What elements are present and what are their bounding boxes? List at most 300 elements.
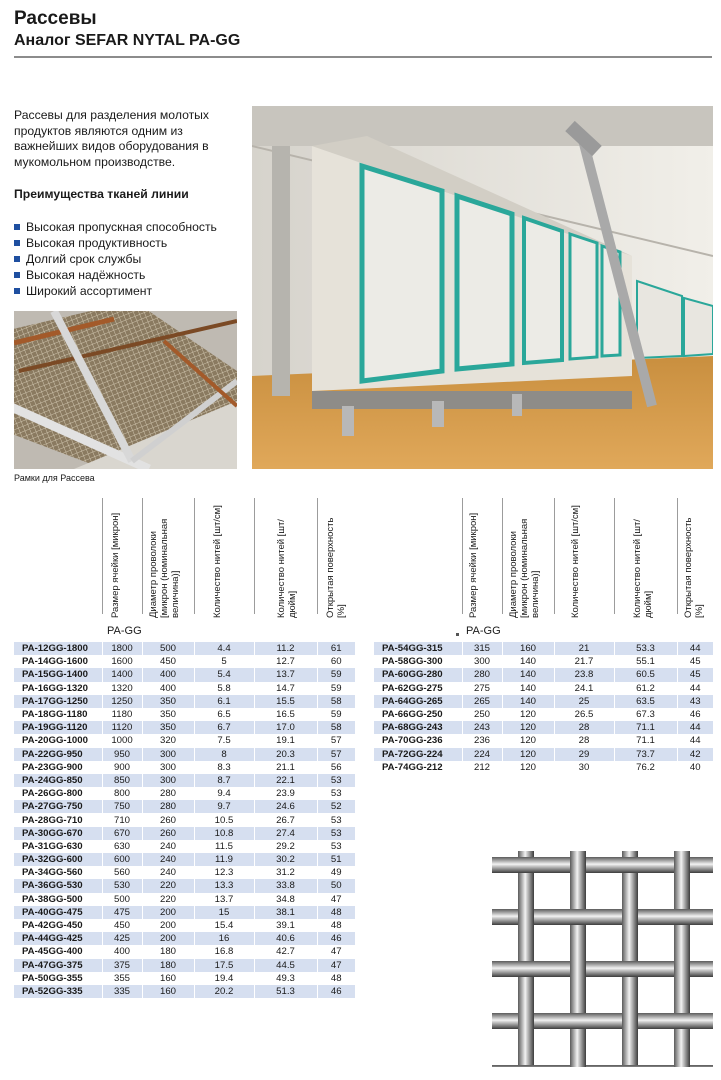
cell-value: 59 (317, 668, 355, 681)
cell-value: 45 (677, 668, 713, 681)
series-marker (456, 633, 459, 636)
title-divider (14, 56, 712, 58)
table-row (14, 695, 355, 708)
cell-value: 40 (677, 761, 713, 774)
cell-value: 140 (502, 655, 554, 668)
cell-value: 23.8 (554, 668, 614, 681)
cell-value: 220 (142, 893, 194, 906)
frames-caption: Рамки для Рассева (14, 473, 95, 483)
cell-value: 30 (554, 761, 614, 774)
cell-article: PA-45GG-400 (14, 945, 102, 958)
advantage-item: Широкий ассортимент (14, 283, 217, 299)
cell-value: 200 (142, 906, 194, 919)
cell-value: 55.1 (614, 655, 677, 668)
right-table-header (374, 498, 713, 618)
cell-article: PA-31GG-630 (14, 840, 102, 853)
cell-value: 200 (142, 919, 194, 932)
cell-value: 240 (142, 853, 194, 866)
cell-value: 48 (317, 972, 355, 985)
cell-value: 47 (317, 945, 355, 958)
cell-value: 71.1 (614, 734, 677, 747)
table-row (374, 734, 713, 747)
cell-value: 400 (142, 682, 194, 695)
cell-value: 335 (102, 985, 142, 998)
cell-article: PA-47GG-375 (14, 959, 102, 972)
cell-article: PA-42GG-450 (14, 919, 102, 932)
cell-value: 27.4 (254, 827, 317, 840)
cell-value: 53 (317, 787, 355, 800)
table-row (14, 642, 355, 655)
cell-value: 260 (142, 813, 194, 826)
cell-value: 600 (102, 853, 142, 866)
cell-article: PA-23GG-900 (14, 761, 102, 774)
cell-value: 560 (102, 866, 142, 879)
cell-value: 28 (554, 721, 614, 734)
table-row (14, 945, 355, 958)
cell-article: PA-54GG-315 (374, 642, 462, 655)
cell-value: 28 (554, 734, 614, 747)
cell-article: PA-14GG-1600 (14, 655, 102, 668)
cell-value: 450 (102, 919, 142, 932)
cell-value: 15.5 (254, 695, 317, 708)
cell-value: 140 (502, 668, 554, 681)
cell-value: 53 (317, 813, 355, 826)
cell-article: PA-12GG-1800 (14, 642, 102, 655)
cell-value: 400 (142, 668, 194, 681)
table-row (14, 800, 355, 813)
cell-value: 47 (317, 893, 355, 906)
cell-value: 46 (317, 985, 355, 998)
cell-value: 46 (317, 932, 355, 945)
table-row (14, 761, 355, 774)
cell-article: PA-58GG-300 (374, 655, 462, 668)
cell-value: 21.1 (254, 761, 317, 774)
table-row (14, 879, 355, 892)
cell-article: PA-44GG-425 (14, 932, 102, 945)
cell-value: 11.9 (194, 853, 254, 866)
table-row (14, 734, 355, 747)
bullet-square-icon (14, 272, 20, 278)
cell-value: 44 (677, 642, 713, 655)
cell-value: 1320 (102, 682, 142, 695)
bullet-square-icon (14, 240, 20, 246)
cell-value: 180 (142, 959, 194, 972)
cell-value: 56 (317, 761, 355, 774)
cell-article: PA-72GG-224 (374, 748, 462, 761)
header-divider (502, 498, 503, 614)
cell-value: 60 (317, 655, 355, 668)
table-row (374, 682, 713, 695)
header-divider (102, 498, 103, 614)
cell-value: 1800 (102, 642, 142, 655)
table-row (14, 787, 355, 800)
cell-value: 9.7 (194, 800, 254, 813)
cell-value: 44 (677, 682, 713, 695)
cell-value: 53.3 (614, 642, 677, 655)
cell-value: 50 (317, 879, 355, 892)
cell-value: 13.3 (194, 879, 254, 892)
cell-article: PA-68GG-243 (374, 721, 462, 734)
cell-value: 450 (142, 655, 194, 668)
cell-value: 280 (142, 787, 194, 800)
cell-value: 475 (102, 906, 142, 919)
header-divider (462, 498, 463, 614)
cell-value: 5.4 (194, 668, 254, 681)
cell-article: PA-22GG-950 (14, 748, 102, 761)
cell-value: 42 (677, 748, 713, 761)
cell-value: 59 (317, 708, 355, 721)
cell-value: 47 (317, 959, 355, 972)
table-row (14, 774, 355, 787)
cell-value: 26.7 (254, 813, 317, 826)
cell-value: 24.1 (554, 682, 614, 695)
cell-value: 40.6 (254, 932, 317, 945)
cell-article: PA-36GG-530 (14, 879, 102, 892)
cell-article: PA-18GG-1180 (14, 708, 102, 721)
table-row (14, 668, 355, 681)
cell-value: 52 (317, 800, 355, 813)
cell-value: 350 (142, 695, 194, 708)
cell-value: 51.3 (254, 985, 317, 998)
cell-value: 12.3 (194, 866, 254, 879)
cell-value: 6.7 (194, 721, 254, 734)
cell-value: 73.7 (614, 748, 677, 761)
mesh-table-right (374, 642, 713, 774)
cell-article: PA-64GG-265 (374, 695, 462, 708)
cell-value: 240 (142, 840, 194, 853)
cell-value: 355 (102, 972, 142, 985)
advantages-list (14, 219, 217, 299)
cell-value: 33.8 (254, 879, 317, 892)
cell-article: PA-17GG-1250 (14, 695, 102, 708)
cell-article: PA-32GG-600 (14, 853, 102, 866)
cell-value: 38.1 (254, 906, 317, 919)
header-threads-inch: Количество нитей [шт/дюйм] (276, 519, 298, 618)
cell-value: 120 (502, 721, 554, 734)
cell-value: 49 (317, 866, 355, 879)
cell-value: 20.2 (194, 985, 254, 998)
cell-value: 243 (462, 721, 502, 734)
table-row (14, 972, 355, 985)
cell-value: 16.5 (254, 708, 317, 721)
table-row (374, 761, 713, 774)
cell-value: 11.2 (254, 642, 317, 655)
cell-value: 46 (677, 708, 713, 721)
cell-value: 63.5 (614, 695, 677, 708)
cell-value: 350 (142, 708, 194, 721)
cell-value: 710 (102, 813, 142, 826)
cell-value: 13.7 (254, 668, 317, 681)
cell-value: 53 (317, 840, 355, 853)
bullet-square-icon (14, 224, 20, 230)
cell-value: 260 (142, 827, 194, 840)
cell-value: 6.5 (194, 708, 254, 721)
advantages-title: Преимущества тканей линии (14, 187, 189, 201)
advantage-item: Высокая продуктивность (14, 235, 217, 251)
table-row (14, 866, 355, 879)
bullet-square-icon (14, 256, 20, 262)
cell-article: PA-52GG-335 (14, 985, 102, 998)
cell-value: 240 (142, 866, 194, 879)
cell-value: 29 (554, 748, 614, 761)
table-row (374, 642, 713, 655)
cell-value: 220 (142, 879, 194, 892)
cell-value: 44 (677, 734, 713, 747)
table-row (14, 682, 355, 695)
cell-value: 120 (502, 734, 554, 747)
cell-value: 67.3 (614, 708, 677, 721)
cell-article: PA-74GG-212 (374, 761, 462, 774)
cell-value: 300 (142, 774, 194, 787)
table-row (14, 959, 355, 972)
cell-value: 16.8 (194, 945, 254, 958)
cell-value: 500 (142, 642, 194, 655)
cell-value: 950 (102, 748, 142, 761)
sieve-frames-photo (14, 311, 237, 469)
cell-value: 850 (102, 774, 142, 787)
table-row (14, 906, 355, 919)
cell-value: 34.8 (254, 893, 317, 906)
table-row (374, 655, 713, 668)
cell-value: 42.7 (254, 945, 317, 958)
cell-value: 300 (142, 761, 194, 774)
series-label-left: PA-GG (107, 625, 142, 637)
cell-article: PA-50GG-355 (14, 972, 102, 985)
cell-article: PA-66GG-250 (374, 708, 462, 721)
cell-value: 315 (462, 642, 502, 655)
cell-value: 5.8 (194, 682, 254, 695)
cell-value: 236 (462, 734, 502, 747)
table-row (14, 708, 355, 721)
cell-value: 120 (502, 708, 554, 721)
cell-value: 320 (142, 734, 194, 747)
cell-value: 17.0 (254, 721, 317, 734)
cell-value: 24.6 (254, 800, 317, 813)
header-divider (554, 498, 555, 614)
cell-value: 1600 (102, 655, 142, 668)
header-divider (194, 498, 195, 614)
table-row (14, 840, 355, 853)
cell-value: 1180 (102, 708, 142, 721)
table-row (14, 813, 355, 826)
cell-value: 21 (554, 642, 614, 655)
cell-article: PA-27GG-750 (14, 800, 102, 813)
cell-value: 51 (317, 853, 355, 866)
cell-value: 17.5 (194, 959, 254, 972)
table-row (14, 985, 355, 998)
table-row (14, 932, 355, 945)
cell-value: 20.3 (254, 748, 317, 761)
cell-value: 30.2 (254, 853, 317, 866)
cell-value: 45 (677, 655, 713, 668)
cell-value: 425 (102, 932, 142, 945)
advantage-item: Высокая надёжность (14, 267, 217, 283)
cell-value: 4.4 (194, 642, 254, 655)
mesh-table-left (14, 642, 355, 998)
cell-value: 25 (554, 695, 614, 708)
cell-value: 140 (502, 682, 554, 695)
cell-value: 7.5 (194, 734, 254, 747)
cell-value: 1250 (102, 695, 142, 708)
cell-value: 31.2 (254, 866, 317, 879)
advantage-item: Высокая пропускная способность (14, 219, 217, 235)
cell-article: PA-15GG-1400 (14, 668, 102, 681)
table-row (14, 827, 355, 840)
cell-article: PA-19GG-1120 (14, 721, 102, 734)
cell-value: 10.5 (194, 813, 254, 826)
cell-value: 58 (317, 695, 355, 708)
cell-value: 21.7 (554, 655, 614, 668)
cell-value: 8.3 (194, 761, 254, 774)
cell-value: 48 (317, 906, 355, 919)
cell-value: 120 (502, 761, 554, 774)
header-threads-cm: Количество нитей [шт/см] (570, 505, 581, 618)
cell-value: 76.2 (614, 761, 677, 774)
page-subtitle: Аналог SEFAR NYTAL PA-GG (14, 32, 241, 49)
cell-article: PA-20GG-1000 (14, 734, 102, 747)
intro-paragraph: Рассевы для разделения молотых продуктов являются одним из важнейших видов оборудования в мукомольном производстве. (14, 108, 210, 169)
cell-value: 400 (102, 945, 142, 958)
cell-value: 200 (142, 932, 194, 945)
cell-value: 530 (102, 879, 142, 892)
cell-value: 57 (317, 748, 355, 761)
cell-value: 57 (317, 734, 355, 747)
cell-article: PA-26GG-800 (14, 787, 102, 800)
cell-value: 48 (317, 919, 355, 932)
table-row (14, 919, 355, 932)
cell-value: 14.7 (254, 682, 317, 695)
cell-value: 8 (194, 748, 254, 761)
table-row (14, 853, 355, 866)
header-open-area: Открытая поверхность [%] (683, 517, 705, 618)
cell-value: 61.2 (614, 682, 677, 695)
cell-value: 29.2 (254, 840, 317, 853)
cell-value: 61 (317, 642, 355, 655)
cell-value: 23.9 (254, 787, 317, 800)
cell-value: 58 (317, 721, 355, 734)
cell-value: 44 (677, 721, 713, 734)
cell-article: PA-16GG-1320 (14, 682, 102, 695)
cell-value: 750 (102, 800, 142, 813)
cell-article: PA-70GG-236 (374, 734, 462, 747)
cell-value: 59 (317, 682, 355, 695)
bullet-square-icon (14, 288, 20, 294)
cell-value: 44.5 (254, 959, 317, 972)
table-row (14, 655, 355, 668)
cell-value: 26.5 (554, 708, 614, 721)
cell-value: 43 (677, 695, 713, 708)
wire-mesh-image (492, 851, 713, 1067)
cell-value: 375 (102, 959, 142, 972)
cell-article: PA-24GG-850 (14, 774, 102, 787)
header-cell-size: Размер ячейки [микрон] (468, 512, 479, 618)
cell-value: 13.7 (194, 893, 254, 906)
cell-value: 160 (502, 642, 554, 655)
table-row (374, 721, 713, 734)
cell-value: 16 (194, 932, 254, 945)
cell-value: 6.1 (194, 695, 254, 708)
cell-value: 53 (317, 774, 355, 787)
header-cell-size: Размер ячейки [микрон] (110, 512, 121, 618)
cell-value: 1120 (102, 721, 142, 734)
cell-value: 300 (462, 655, 502, 668)
cell-value: 800 (102, 787, 142, 800)
cell-value: 120 (502, 748, 554, 761)
cell-value: 9.4 (194, 787, 254, 800)
cell-value: 53 (317, 827, 355, 840)
cell-value: 250 (462, 708, 502, 721)
cell-article: PA-30GG-670 (14, 827, 102, 840)
mill-sifters-photo (252, 106, 713, 469)
table-row (374, 708, 713, 721)
cell-value: 49.3 (254, 972, 317, 985)
cell-value: 160 (142, 972, 194, 985)
cell-value: 500 (102, 893, 142, 906)
cell-value: 900 (102, 761, 142, 774)
cell-article: PA-38GG-500 (14, 893, 102, 906)
header-divider (677, 498, 678, 614)
cell-value: 71.1 (614, 721, 677, 734)
table-row (14, 721, 355, 734)
header-wire-diameter: Диаметр проволоки [микрон (номинальная величина)] (508, 518, 541, 618)
header-divider (254, 498, 255, 614)
table-row (14, 893, 355, 906)
table-row (14, 748, 355, 761)
cell-value: 39.1 (254, 919, 317, 932)
cell-article: PA-62GG-275 (374, 682, 462, 695)
cell-value: 15.4 (194, 919, 254, 932)
cell-article: PA-40GG-475 (14, 906, 102, 919)
cell-article: PA-34GG-560 (14, 866, 102, 879)
advantage-item: Долгий срок службы (14, 251, 217, 267)
cell-value: 280 (462, 668, 502, 681)
cell-value: 212 (462, 761, 502, 774)
left-table-header (14, 498, 355, 618)
series-label-right: PA-GG (466, 625, 501, 637)
page-title: Рассевы (14, 8, 97, 29)
table-row (374, 668, 713, 681)
cell-value: 265 (462, 695, 502, 708)
table-row (374, 748, 713, 761)
cell-value: 1400 (102, 668, 142, 681)
cell-value: 15 (194, 906, 254, 919)
cell-value: 350 (142, 721, 194, 734)
table-row (374, 695, 713, 708)
cell-value: 10.8 (194, 827, 254, 840)
cell-value: 140 (502, 695, 554, 708)
cell-value: 275 (462, 682, 502, 695)
cell-value: 300 (142, 748, 194, 761)
cell-value: 60.5 (614, 668, 677, 681)
cell-value: 1000 (102, 734, 142, 747)
header-divider (317, 498, 318, 614)
header-threads-cm: Количество нитей [шт/см] (212, 505, 223, 618)
header-divider (614, 498, 615, 614)
cell-value: 180 (142, 945, 194, 958)
cell-value: 224 (462, 748, 502, 761)
header-threads-inch: Количество нитей [шт/дюйм] (632, 519, 654, 618)
cell-value: 280 (142, 800, 194, 813)
header-wire-diameter: Диаметр проволоки [микрон (номинальная величина)] (148, 518, 181, 618)
cell-value: 670 (102, 827, 142, 840)
cell-value: 19.1 (254, 734, 317, 747)
cell-value: 22.1 (254, 774, 317, 787)
cell-value: 160 (142, 985, 194, 998)
cell-value: 8.7 (194, 774, 254, 787)
cell-value: 12.7 (254, 655, 317, 668)
header-open-area: Открытая поверхность [%] (325, 517, 347, 618)
cell-article: PA-60GG-280 (374, 668, 462, 681)
